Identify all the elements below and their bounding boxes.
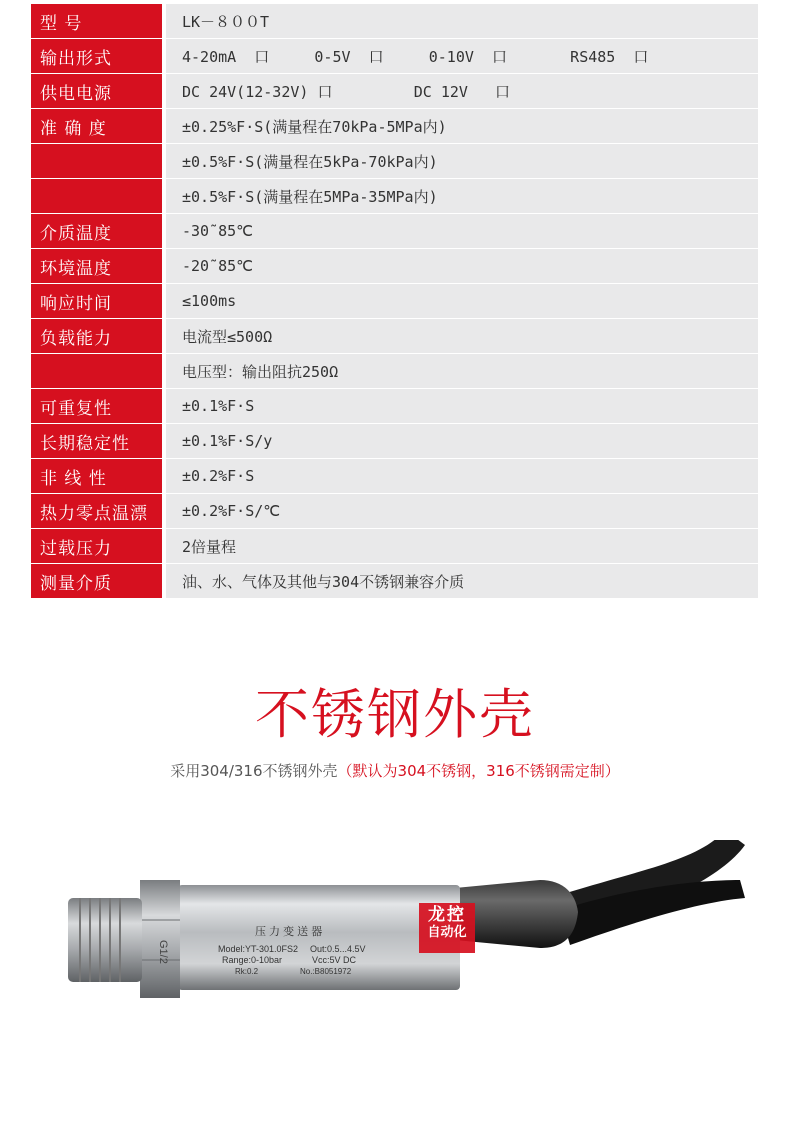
spec-value: ±0.1%F·S	[166, 389, 758, 424]
spec-row	[31, 249, 758, 284]
subtitle-note: （默认为304不锈钢，316不锈钢需定制）	[337, 762, 620, 780]
label-title: 压 力 变 送 器	[255, 926, 323, 938]
spec-value: ±0.2%F·S	[166, 459, 758, 494]
spec-row	[31, 179, 758, 214]
spec-row	[31, 424, 758, 459]
spec-row	[31, 74, 758, 109]
spec-value: ≤100ms	[166, 284, 758, 319]
spec-row	[31, 459, 758, 494]
spec-label: 环境温度	[31, 249, 162, 284]
spec-value: ±0.5%F·S(满量程在5MPa-35MPa内)	[166, 179, 758, 214]
spec-value: 电流型≤500Ω	[166, 319, 758, 354]
spec-row	[31, 144, 758, 179]
spec-value: 电压型：输出阻抗250Ω	[166, 354, 758, 389]
brand-watermark	[419, 903, 475, 953]
section-subtitle	[0, 760, 790, 781]
spec-label: 准 确 度	[31, 109, 162, 144]
spec-label: 介质温度	[31, 214, 162, 249]
hex-nut	[140, 880, 180, 998]
watermark-line1: 龙控	[428, 905, 466, 925]
label-vcc: Vcc:5V DC	[312, 955, 357, 965]
spec-value: 油、水、气体及其他与304不锈钢兼容介质	[166, 564, 758, 599]
spec-row	[31, 529, 758, 564]
spec-row	[31, 354, 758, 389]
spec-row	[31, 109, 758, 144]
spec-row	[31, 389, 758, 424]
spec-label: 响应时间	[31, 284, 162, 319]
spec-value: ±0.2%F·S/℃	[166, 494, 758, 529]
pressure-transmitter-image	[0, 840, 790, 1040]
label-rk: Rk:0.2	[235, 967, 259, 976]
spec-label: 测量介质	[31, 564, 162, 599]
section-title: 不锈钢外壳	[255, 683, 535, 746]
spec-value: -30˜85℃	[166, 214, 758, 249]
spec-row	[31, 564, 758, 599]
spec-value: DC 24V(12-32V) 口 DC 12V 口	[166, 74, 758, 109]
spec-table	[31, 4, 758, 599]
spec-row	[31, 4, 758, 39]
label-no: No.:B8051972	[300, 967, 352, 976]
spec-value: LK－８００T	[166, 4, 758, 39]
spec-label: 供电电源	[31, 74, 162, 109]
subtitle-main: 采用304/316不锈钢外壳	[170, 762, 338, 780]
spec-label: 可重复性	[31, 389, 162, 424]
label-out: Out:0.5...4.5V	[310, 944, 366, 954]
spec-value: -20˜85℃	[166, 249, 758, 284]
spec-label	[31, 179, 162, 214]
spec-label	[31, 354, 162, 389]
spec-label: 热力零点温漂	[31, 494, 162, 529]
spec-row	[31, 39, 758, 74]
thread-label: G1/2	[157, 940, 169, 964]
spec-label: 输出形式	[31, 39, 162, 74]
label-model: Model:YT-301.0FS2	[218, 944, 299, 954]
spec-label: 型 号	[31, 4, 162, 39]
spec-row	[31, 494, 758, 529]
spec-label: 非 线 性	[31, 459, 162, 494]
spec-value: ±0.25%F·S(满量程在70kPa-5MPa内)	[166, 109, 758, 144]
spec-label	[31, 144, 162, 179]
label-range: Range:0-10bar	[222, 955, 283, 965]
spec-value: ±0.5%F·S(满量程在5kPa-70kPa内)	[166, 144, 758, 179]
spec-row	[31, 284, 758, 319]
spec-value: 2倍量程	[166, 529, 758, 564]
spec-row	[31, 214, 758, 249]
spec-label: 过载压力	[31, 529, 162, 564]
spec-label: 长期稳定性	[31, 424, 162, 459]
spec-value: ±0.1%F·S/y	[166, 424, 758, 459]
watermark-line2: 自动化	[427, 924, 467, 940]
spec-value: 4-20mA 口 0-5V 口 0-10V 口 RS485 口	[166, 39, 758, 74]
spec-row	[31, 319, 758, 354]
spec-label: 负载能力	[31, 319, 162, 354]
